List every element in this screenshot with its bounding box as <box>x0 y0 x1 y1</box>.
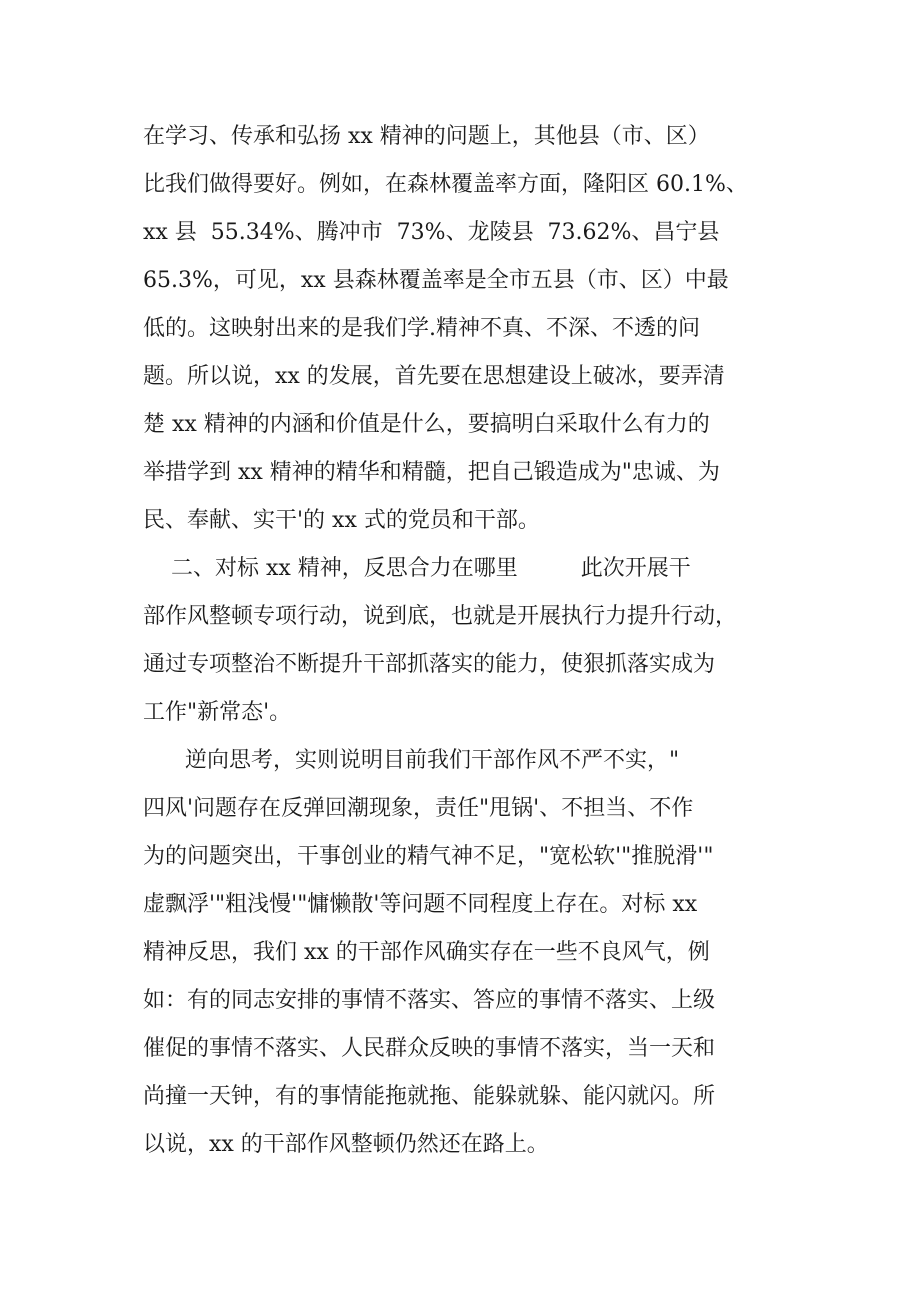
text-line: 催促的事情不落实、人民群众反映的事情不落实，当一天和 <box>143 1036 716 1061</box>
text-line: 为的问题突出，干事创业的精气神不足，"宽松软'"推脱滑'" <box>143 844 714 869</box>
text-line: 举措学到 xx 精神的精华和精髓，把自己锻造成为"忠诚、为 <box>143 460 720 485</box>
text-line: 通过专项整治不断提升干部抓落实的能力，使狠抓落实成为 <box>143 652 716 677</box>
text-line: 如：有的同志安排的事情不落实、答应的事情不落实、上级 <box>143 988 716 1013</box>
text-line: 以说，xx 的干部作风整顿仍然还在路上。 <box>143 1132 549 1157</box>
text-line: 四风'问题存在反弹回潮现象，责任"甩锅'、不担当、不作 <box>143 796 694 821</box>
text-line: 逆向思考，实则说明目前我们干部作风不严不实，" <box>143 748 680 773</box>
text-line: 工作"新常态'。 <box>143 700 292 725</box>
text-line: 65.3%，可见，xx 县森林覆盖率是全市五县（市、区）中最 <box>143 268 729 293</box>
text-line: 部作风整顿专项行动，说到底，也就是开展执行力提升行动， <box>143 604 738 629</box>
text-line: xx 县 55.34%、腾冲市 73%、龙陵县 73.62%、昌宁县 <box>143 220 720 245</box>
text-line: 虚飘浮'"粗浅慢'"慵懒散'等问题不同程度上存在。对标 xx <box>143 892 698 917</box>
text-line: 民、奉献、实干'的 xx 式的党员和干部。 <box>143 508 540 533</box>
section-heading-line: 二、对标 xx 精神，反思合力在哪里 此次开展干 <box>143 556 691 581</box>
text-line: 低的。这映射出来的是我们学.精神不真、不深、不透的问 <box>143 316 700 341</box>
text-line: 在学习、传承和弘扬 xx 精神的问题上，其他县（市、区） <box>143 124 710 149</box>
text-line: 题。所以说，xx 的发展，首先要在思想建设上破冰，要弄清 <box>143 364 725 389</box>
text-line: 精神反思，我们 xx 的干部作风确实存在一些不良风气，例 <box>143 940 710 965</box>
text-line: 比我们做得要好。例如，在森林覆盖率方面，隆阳区 60.1%、 <box>143 172 748 197</box>
text-line: 尚撞一天钟，有的事情能拖就拖、能躲就躲、能闪就闪。所 <box>143 1084 716 1109</box>
text-line: 楚 xx 精神的内涵和价值是什么，要搞明白采取什么有力的 <box>143 412 710 437</box>
